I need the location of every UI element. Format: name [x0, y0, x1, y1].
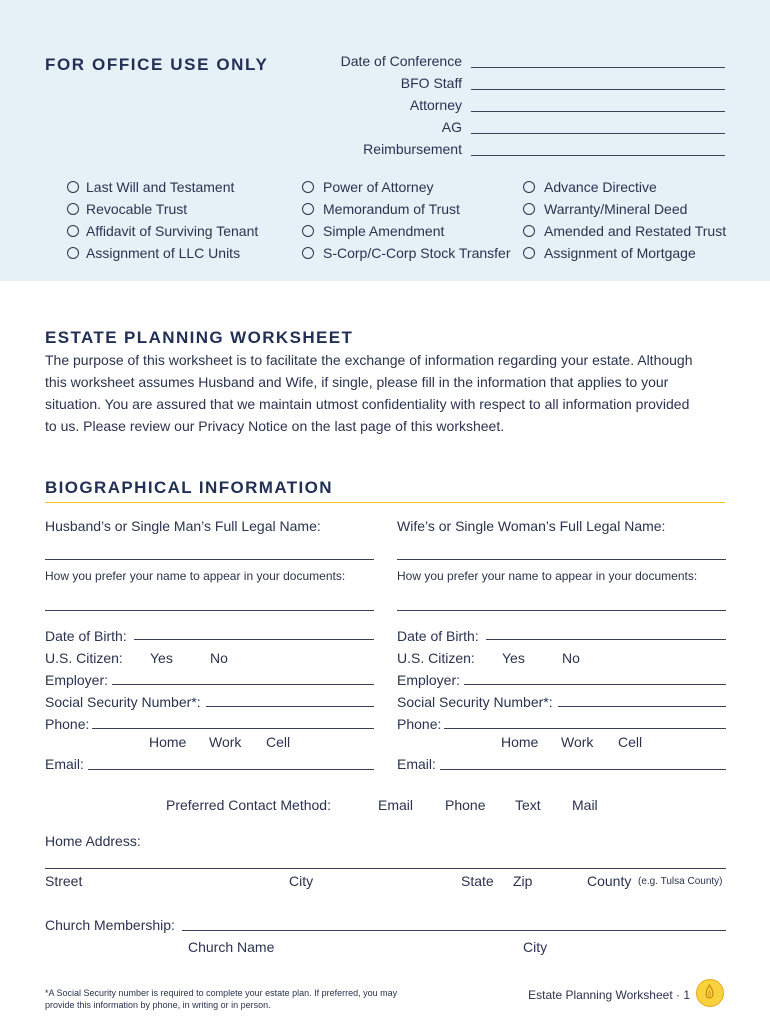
- document-option-radio[interactable]: [67, 181, 79, 193]
- wife-name-line[interactable]: [397, 559, 726, 560]
- address-zip-label: Zip: [513, 873, 533, 889]
- document-option-radio[interactable]: [67, 203, 79, 215]
- husband-preferred-name-label: How you prefer your name to appear in your documents:: [45, 569, 346, 583]
- husband-ssn-line[interactable]: [206, 706, 374, 707]
- husband-email-label: Email:: [45, 756, 84, 772]
- section-rule: [45, 502, 725, 503]
- wife-email-label: Email:: [397, 756, 436, 772]
- husband-email-line[interactable]: [88, 769, 374, 770]
- wife-citizen-no[interactable]: No: [562, 650, 580, 666]
- wife-phone-home[interactable]: Home: [501, 734, 539, 750]
- contact-method-mail[interactable]: Mail: [572, 797, 598, 813]
- husband-citizen-no[interactable]: No: [210, 650, 228, 666]
- worksheet-title: ESTATE PLANNING WORKSHEET: [45, 328, 354, 347]
- church-line[interactable]: [182, 930, 726, 931]
- document-option-radio[interactable]: [523, 247, 535, 259]
- husband-citizen-yes[interactable]: Yes: [150, 650, 173, 666]
- husband-citizen-label: U.S. Citizen:: [45, 650, 123, 666]
- wife-dob-label: Date of Birth:: [397, 628, 479, 644]
- page-label: Estate Planning Worksheet · 1: [528, 988, 690, 1002]
- wife-phone-cell[interactable]: Cell: [618, 734, 643, 750]
- church-label: Church Membership:: [45, 917, 175, 933]
- contact-method-phone[interactable]: Phone: [445, 797, 486, 813]
- document-option-radio[interactable]: [67, 225, 79, 237]
- husband-phone-work[interactable]: Work: [209, 734, 242, 750]
- intro-line: to us. Please review our Privacy Notice on the last page of this worksheet.: [45, 418, 505, 434]
- document-option-radio[interactable]: [523, 203, 535, 215]
- husband-preferred-name-line[interactable]: [45, 610, 374, 611]
- wife-ssn-label: Social Security Number*:: [397, 694, 553, 710]
- address-county-label: County: [587, 873, 632, 889]
- address-county-example: (e.g. Tulsa County): [638, 876, 723, 887]
- document-option-label: Amended and Restated Trust: [544, 223, 727, 239]
- worksheet-intro: [45, 349, 735, 437]
- wife-email-line[interactable]: [440, 769, 726, 770]
- office-field-label: Reimbursement: [363, 141, 462, 157]
- document-option-label: S-Corp/C-Corp Stock Transfer: [323, 245, 511, 261]
- husband-dob-label: Date of Birth:: [45, 628, 127, 644]
- wife-ssn-line[interactable]: [558, 706, 726, 707]
- wife-dob-line[interactable]: [486, 639, 726, 640]
- attorney-line[interactable]: [471, 111, 725, 112]
- contact-method-text[interactable]: Text: [515, 797, 541, 813]
- church-city-label: City: [523, 939, 548, 955]
- wife-name-label: Wife’s or Single Woman’s Full Legal Name:: [397, 518, 666, 534]
- husband-phone-home[interactable]: Home: [149, 734, 187, 750]
- reimbursement-line[interactable]: [471, 155, 725, 156]
- intro-line: The purpose of this worksheet is to facilitate the exchange of information regarding your estate. Although: [45, 352, 693, 368]
- home-address-line[interactable]: [45, 868, 726, 869]
- husband-ssn-label: Social Security Number*:: [45, 694, 201, 710]
- bfo-staff-line[interactable]: [471, 89, 725, 90]
- wife-phone-label: Phone:: [397, 716, 442, 732]
- husband-name-label: Husband’s or Single Man’s Full Legal Name:: [45, 518, 321, 534]
- wife-phone-line[interactable]: [444, 728, 726, 729]
- document-option-label: Advance Directive: [544, 179, 657, 195]
- office-use-title: FOR OFFICE USE ONLY: [45, 55, 269, 74]
- home-address-label: Home Address:: [45, 833, 141, 849]
- footnote-line: *A Social Security number is required to complete your estate plan. If preferred, you may: [45, 988, 398, 998]
- document-option-radio[interactable]: [523, 181, 535, 193]
- address-city-label: City: [289, 873, 314, 889]
- contact-method-email[interactable]: Email: [378, 797, 414, 813]
- husband-phone-line[interactable]: [92, 728, 374, 729]
- date-of-conference-line[interactable]: [471, 67, 725, 68]
- intro-line: situation. You are assured that we maintain utmost confidentiality with respect to all information provided: [45, 396, 690, 412]
- document-option-label: Power of Attorney: [323, 179, 434, 195]
- footnote-line: provide this information by phone, in writing or in person.: [45, 1000, 271, 1010]
- wife-employer-label: Employer:: [397, 672, 461, 688]
- wife-employer-line[interactable]: [464, 684, 726, 685]
- husband-dob-line[interactable]: [134, 639, 374, 640]
- intro-line: this worksheet assumes Husband and Wife, if single, please fill in the information that applies to your: [45, 374, 669, 390]
- office-field-label: BFO Staff: [400, 75, 462, 91]
- address-state-label: State: [461, 873, 494, 889]
- office-field-label: Attorney: [409, 97, 462, 113]
- office-field-label: AG: [441, 119, 462, 135]
- document-option-label: Revocable Trust: [86, 201, 188, 217]
- church-name-label: Church Name: [188, 939, 275, 955]
- document-option-label: Last Will and Testament: [86, 179, 235, 195]
- husband-phone-label: Phone:: [45, 716, 90, 732]
- office-field-label: Date of Conference: [340, 53, 462, 69]
- husband-employer-line[interactable]: [112, 684, 374, 685]
- wife-citizen-label: U.S. Citizen:: [397, 650, 475, 666]
- document-option-label: Assignment of Mortgage: [544, 245, 696, 261]
- bio-title: BIOGRAPHICAL INFORMATION: [45, 478, 333, 497]
- document-option-label: Affidavit of Surviving Tenant: [86, 223, 259, 239]
- flame-logo-icon: [696, 979, 724, 1007]
- contact-method-label: Preferred Contact Method:: [166, 797, 331, 813]
- ag-line[interactable]: [471, 133, 725, 134]
- document-option-radio[interactable]: [302, 203, 314, 215]
- document-option-label: Simple Amendment: [323, 223, 445, 239]
- document-option-radio[interactable]: [302, 181, 314, 193]
- wife-phone-work[interactable]: Work: [561, 734, 594, 750]
- wife-citizen-yes[interactable]: Yes: [502, 650, 525, 666]
- wife-preferred-name-line[interactable]: [397, 610, 726, 611]
- document-option-label: Assignment of LLC Units: [86, 245, 241, 261]
- document-option-label: Memorandum of Trust: [323, 201, 460, 217]
- wife-preferred-name-label: How you prefer your name to appear in your documents:: [397, 569, 698, 583]
- address-street-label: Street: [45, 873, 83, 889]
- husband-phone-cell[interactable]: Cell: [266, 734, 291, 750]
- document-option-radio[interactable]: [523, 225, 535, 237]
- document-option-radio[interactable]: [302, 247, 314, 259]
- document-option-label: Warranty/Mineral Deed: [544, 201, 688, 217]
- document-option-radio[interactable]: [67, 247, 79, 259]
- document-option-radio[interactable]: [302, 225, 314, 237]
- husband-name-line[interactable]: [45, 559, 374, 560]
- husband-employer-label: Employer:: [45, 672, 109, 688]
